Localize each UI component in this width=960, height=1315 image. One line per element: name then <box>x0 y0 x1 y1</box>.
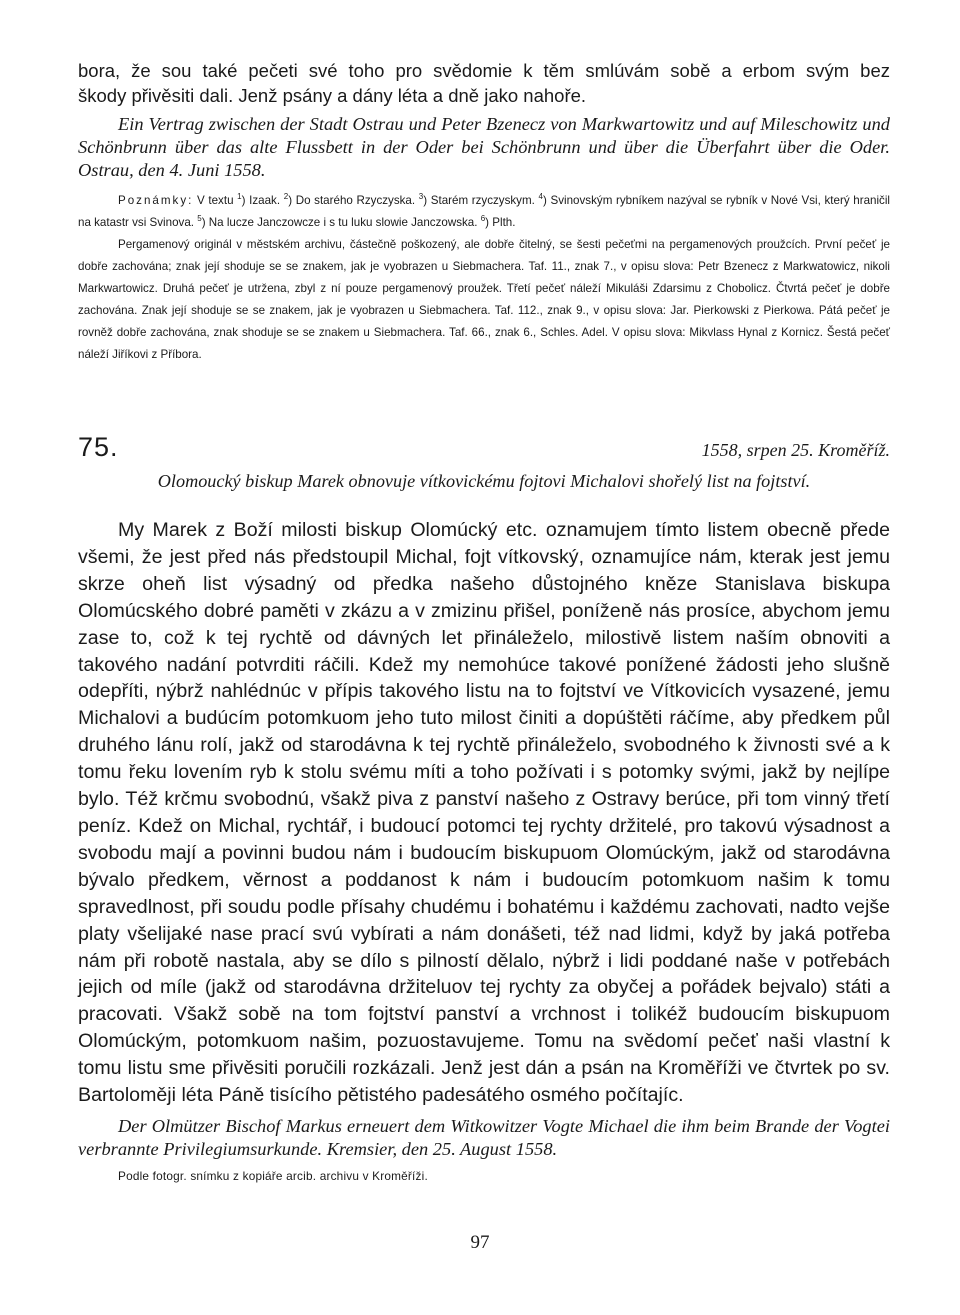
notes-label: Poznámky: <box>118 194 194 207</box>
footnote: $^5$) Na lucze Janczowcze i s tu luku slowie Janczowska. <box>197 214 478 229</box>
document-body: My Marek z Boží milosti biskup Olomúcký etc. oznamujem tímto listem obecně přede všemi, že jest před nás předstoupil Michal, fojt vítkovský, oznamujíce nám, kterak jest jemu skrze oheň list výsadný od předka našeho důstojného kněze Stanislava biskupa Olomúcského dobré paměti v zkázu a v zmizinu přišel, poníženě nás prosíce, abychom jemu zase to, což k tej rychtě od dávných let přináleželo, milostivě listem naším obnoviti a takového nadání potvrditi ráčili. Kdež my nemohúce takové ponížené žádosti jeho slušně odepříti, nýbrž nahlédnúc v přípis takového listu na to fojtství ve Vítkovicích vysazené, jemu Michalovi a budúcím potomkuom jeho tuto milost činiti a dopúštěti ráčíme, aby předkem půl druhého lánu rolí, jakž od starodávna k tej rychtě přináleželo, svobodného k živnosti své a k tomu řeku lovením ryb k stolu svému míti a toho požívati i s potomky svými, jakž by nejlípe bylo. Též krčmu svobodnú, všakž piva z panství našeho z Ostravy berúce, při tom vinný třetí peníz. Kdež on Michal, rychtář, i budoucí potomci tej rychty držitelé, pro takovú výsadnost a svobodu mají a povinni budou nám i budoucím biskupuom Olomúckým, jakž od starodávna bývalo předkem, věrnost a poddanost k nám i budoucím potomkuom našim k tomu spravedlnost, při soudu podle přísahy chudému i bohatému i každému zachovati, nadto vejše platy všelijaké nasе prací svú vybírati a nám donášeti, též nad lidmi, když by jaká potřeba nám při robotě nastala, aby se dílo s pilností dělalo, nýbrž i lidi poddané naše v potřebách jejich od míle (jakž od starodávna držiteluov tej rychty za obyčej a pořádek bejvalo) státi a pracovati. Všakž sobě na tom fojtství panství a vrchnost i tolikéž budoucím biskupuom Olomúckým, potomkuom našim, pozuostavujeme. Tomu na svědomí pečeť naši vlastní k tomu listu sme přivěsiti poručili rozkázali. Jenž jest dán a psán na Kroměříži ve čtvrtek po sv. Bartoloměji léta Páně tisícího pětistého padesátého osmého počítajíc. <box>78 519 890 1107</box>
document-number: 75. <box>78 432 119 462</box>
continuation-text <box>78 58 890 108</box>
continuation-line: bora, že sou také pečeti své toho pro svědomie k těm smlúvám sobě a erbom svým bez <box>78 60 890 81</box>
document-header <box>78 432 890 463</box>
footnote: $^2$) Do starého Rzyczyska. <box>283 192 416 207</box>
footnote: $^4$) Svinovským rybníkem nazýval se rybník v Nové Vsi, který hraničil na katastr vsi Svinova. <box>78 192 890 229</box>
page-number: 97 <box>470 1232 490 1253</box>
document-title: Olomoucký biskup Marek obnovuje vítkovickému fojtovi Michalovi shořelý list na fojtství. <box>157 471 811 491</box>
footnotes <box>78 190 890 234</box>
page-content <box>78 58 890 1183</box>
document-date-place: 1558, srpen 25. Kroměříž. <box>701 440 890 460</box>
german-summary: Der Olmützer Bischof Markus erneuert dem Witkowitzer Vogte Michael die ihm beim Brande der Vogtei verbrannte Privilegiumsurkunde. Kremsier, den 25. August 1558. <box>78 1115 890 1159</box>
footnote: $^6$) Plth. <box>480 214 516 229</box>
notes-section <box>78 190 890 366</box>
continuation-line: škody přivěsiti dali. Jenž psány a dány léta a dně jako nahoře. <box>78 85 587 106</box>
source-note: Podle fotogr. snímku z kopiáře arcib. archivu v Kroměříži. <box>118 1168 428 1183</box>
footnote: $^3$) Starém rzyczyskym. <box>418 192 535 207</box>
seals-description: Pergamenový originál v městském archivu, částečně poškozený, ale dobře čitelný, se šesti pečeťmi na pergamenových proužcích. První pečeť je dobře zachována; znak její shoduje se se znakem, jak je vyobrazen u Siebmachera. Taf. 11., znak 7., v opisu slova: Petr Bzenecz z Markwatowicz, nikoli Markwartowicz. Druhá pečeť je utržena, zbyl z ní pouze pergamenový proužek. Třetí pečeť náleží Mikuláši Zdarsimu z Chobolicz. Čtvrtá pečeť je dobře zachována. Znak její shoduje se se znakem, jak je vyobrazen u Siebmachera. Taf. 112., znak 9., v opisu slova: Jar. Pierkowski z Pierkowa. Pátá pečeť je rovněž dobře zachována, znak shoduje se se znakem u Siebmachera. Taf. 66., znak 6., Schles. Adel. V opisu slova: Mikvlass Hynal z Kornicz. Šestá pečeť náleží Jiříkovi z Příbora. <box>78 238 890 361</box>
footnote: V textu $^1$) Izaak. <box>197 192 281 207</box>
german-regest: Ein Vertrag zwischen der Stadt Ostrau und Peter Bzenecz von Markwartowitz und auf Mileschowitz und Schönbrunn über das alte Flussbett in der Oder bei Schönbrunn und über die Überfahrt über die Oder. Ostrau, den 4. Juni 1558. <box>78 114 890 180</box>
